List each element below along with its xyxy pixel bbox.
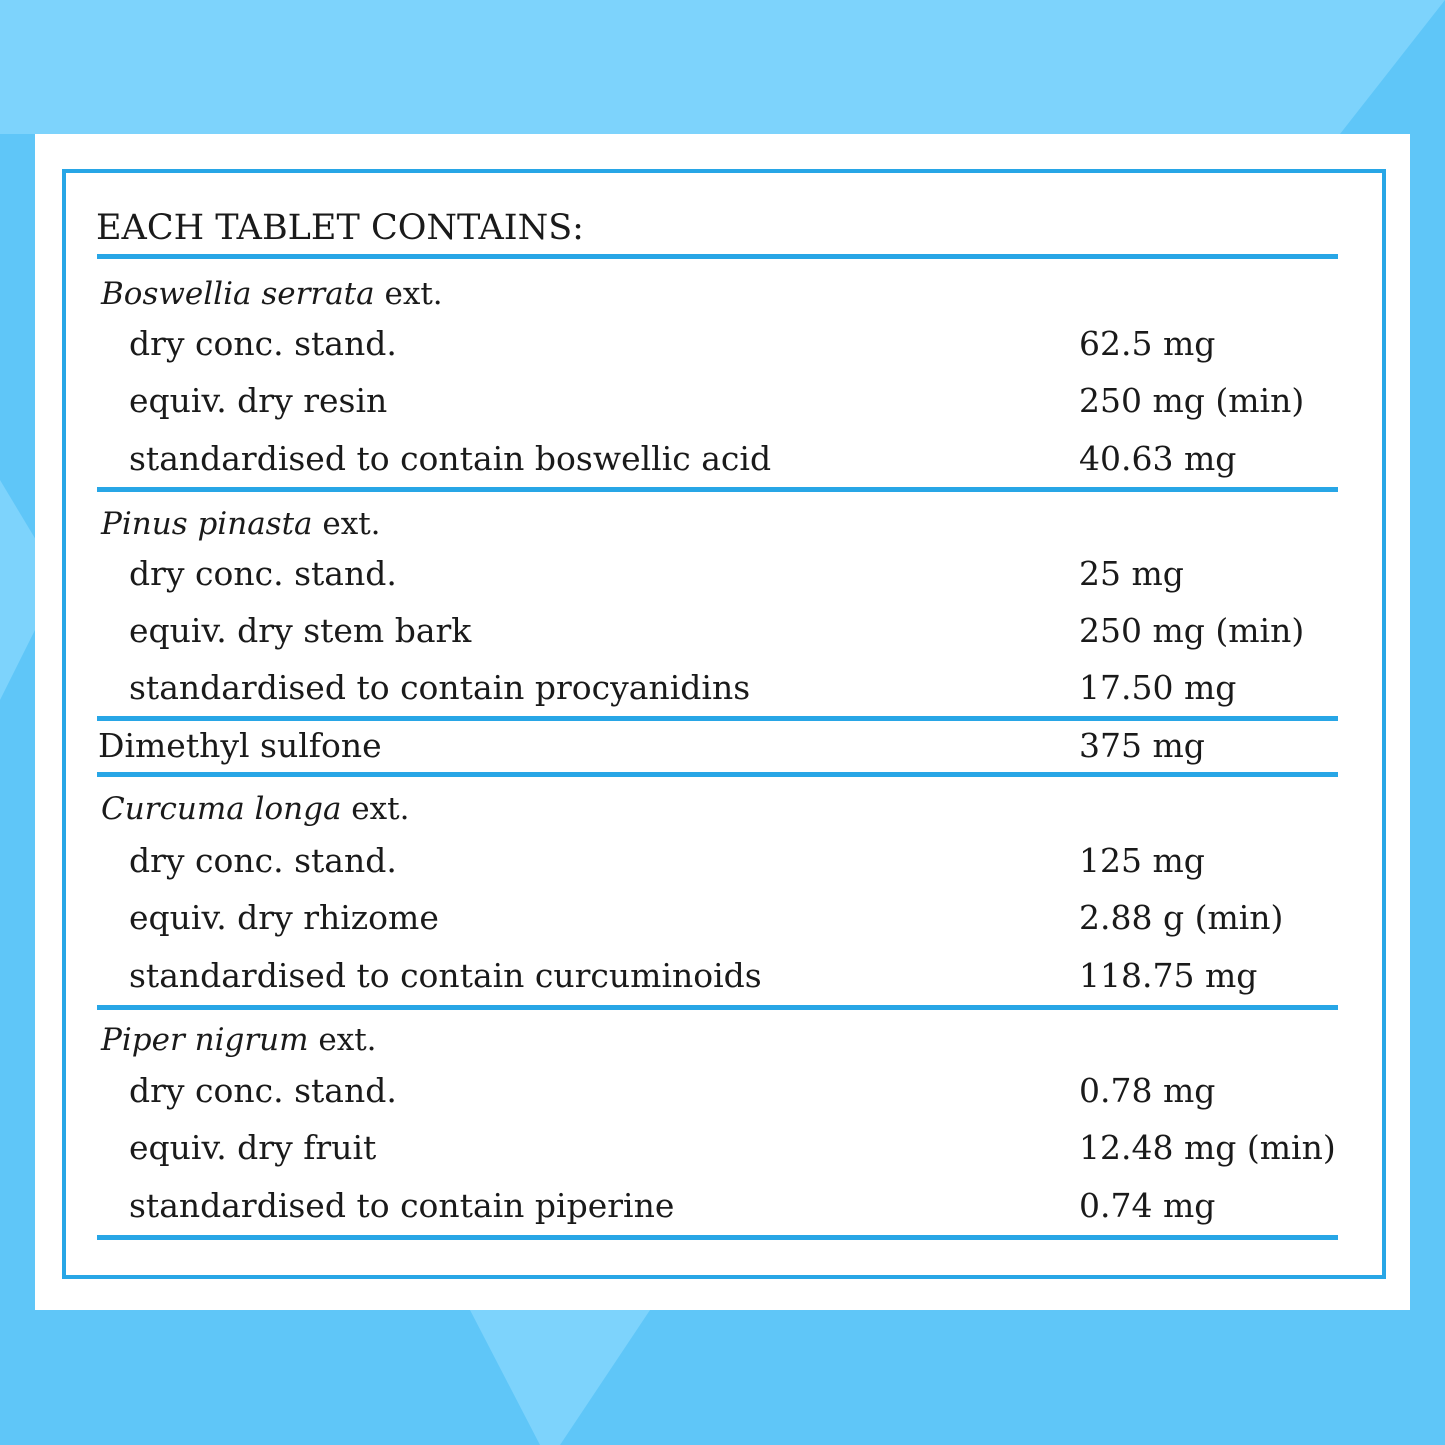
ingredient-row: [35, 1128, 1410, 1178]
row-value: 62.5 mg: [1079, 324, 1216, 363]
scientific-name: Pinus pinasta: [101, 506, 313, 542]
row-label: dry conc. stand.: [129, 841, 397, 880]
divider: [97, 254, 1338, 259]
panel-title: EACH TABLET CONTAINS:: [96, 208, 584, 248]
row-value: 25 mg: [1079, 554, 1184, 593]
ingredient-row: [35, 841, 1410, 891]
ingredient-heading: [35, 791, 1410, 841]
row-value: 250 mg (min): [1079, 381, 1305, 420]
divider: [97, 772, 1338, 777]
divider: [97, 716, 1338, 721]
row-value: 118.75 mg: [1079, 956, 1258, 995]
ingredient-row: [35, 956, 1410, 1006]
divider: [97, 487, 1338, 492]
row-value: 12.48 mg (min): [1079, 1128, 1336, 1167]
row-label: standardised to contain piperine: [129, 1186, 675, 1225]
ingredient-row: [35, 381, 1410, 431]
ingredients-panel: [35, 134, 1410, 1310]
ingredient-row: [35, 726, 1410, 776]
ingredient-row: [35, 898, 1410, 948]
row-value: 17.50 mg: [1079, 668, 1237, 707]
row-value: 125 mg: [1079, 841, 1205, 880]
ingredient-row: [35, 324, 1410, 374]
row-label: standardised to contain boswellic acid: [129, 439, 772, 478]
row-value: 40.63 mg: [1079, 439, 1237, 478]
scientific-name: Curcuma longa: [101, 791, 342, 827]
row-value: 2.88 g (min): [1079, 898, 1284, 937]
row-label: dry conc. stand.: [129, 554, 397, 593]
row-value: 250 mg (min): [1079, 611, 1305, 650]
row-label: dry conc. stand.: [129, 1071, 397, 1110]
row-label: standardised to contain curcuminoids: [129, 956, 762, 995]
ingredient-row: [35, 554, 1410, 604]
row-value: 375 mg: [1079, 726, 1205, 765]
row-value: 0.74 mg: [1079, 1186, 1216, 1225]
row-label: Dimethyl sulfone: [98, 726, 382, 765]
extract-suffix: ext.: [374, 276, 443, 312]
row-label: standardised to contain procyanidins: [129, 668, 751, 707]
row-label: equiv. dry rhizome: [129, 898, 439, 937]
ingredient-row: [35, 668, 1410, 718]
ingredient-heading: [35, 1022, 1410, 1072]
ingredient-row: [35, 611, 1410, 661]
row-label: equiv. dry resin: [129, 381, 388, 420]
ingredient-row: [35, 1186, 1410, 1236]
row-value: 0.78 mg: [1079, 1071, 1216, 1110]
ingredient-heading: [35, 276, 1410, 326]
extract-suffix: ext.: [341, 791, 410, 827]
extract-suffix: ext.: [308, 1022, 377, 1058]
ingredient-row: [35, 439, 1410, 489]
scientific-name: Boswellia serrata: [101, 276, 375, 312]
extract-suffix: ext.: [312, 506, 381, 542]
ingredient-heading: [35, 506, 1410, 556]
divider: [97, 1005, 1338, 1010]
divider: [97, 1235, 1338, 1240]
row-label: equiv. dry fruit: [129, 1128, 377, 1167]
scientific-name: Piper nigrum: [101, 1022, 309, 1058]
row-label: dry conc. stand.: [129, 324, 397, 363]
row-label: equiv. dry stem bark: [129, 611, 472, 650]
ingredient-row: [35, 1071, 1410, 1121]
